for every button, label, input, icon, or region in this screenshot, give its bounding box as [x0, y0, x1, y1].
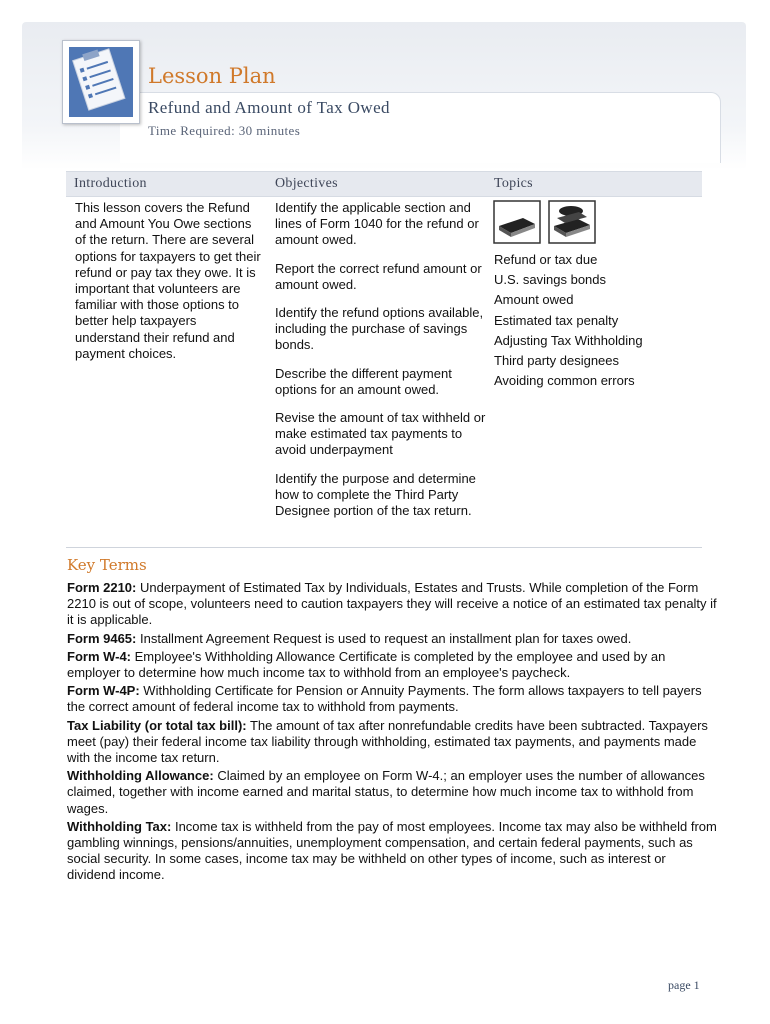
key-term-item — [67, 580, 717, 629]
objective-item: Identify the purpose and determine how to complete the Third Party Designee portion of the tax return. — [275, 470, 476, 519]
topic-item: Avoiding common errors — [494, 373, 635, 389]
key-term-name: Form 2210: — [67, 580, 137, 595]
key-term-item — [67, 631, 717, 647]
section-divider — [66, 547, 702, 548]
topic-icons — [493, 200, 597, 244]
key-term-name: Withholding Allowance: — [67, 768, 214, 784]
key-terms-list — [67, 580, 717, 886]
key-terms-heading: Key Terms — [67, 556, 147, 574]
topic-item: U.S. savings bonds — [494, 272, 607, 288]
key-term-definition: The amount of tax after nonrefundable credits have been subtracted. Taxpayers meet (pay) their federal income tax liability through withholding, estimated tax payments, and payments made with the income tax return. — [67, 717, 708, 766]
topic-item: Estimated tax penalty — [494, 312, 619, 328]
objective-item: Identify the refund options available, including the purchase of savings bonds. — [275, 305, 484, 353]
key-term-name: Tax Liability (or total tax bill): — [67, 717, 247, 733]
key-term-definition: Income tax is withheld from the pay of most employees. Income tax may also be withheld from gambling winnings, pensions/annuities, unemployment compensation, and certain federal payments, such as social security. In some cases, income tax may be withheld on other types of income, such as interest or dividend income. — [67, 818, 717, 883]
key-term-definition: Claimed by an employee on Form W-4.; an employer uses the number of allowances claimed, together with income earned and marital status, to determine how much income tax to withhold from wages. — [67, 768, 705, 816]
objective-item: Describe the different payment options for an amount owed. — [275, 365, 452, 397]
column-header-band — [66, 171, 702, 197]
topics-list — [494, 250, 704, 391]
clipboard-checklist-icon — [62, 40, 140, 124]
key-term-definition: Installment Agreement Request is used to request an installment plan for taxes owed. — [136, 630, 632, 646]
topic-item: Amount owed — [494, 292, 574, 308]
lesson-subtitle: Refund and Amount of Tax Owed — [148, 98, 390, 117]
key-term-definition: Underpayment of Estimated Tax by Individuals, Estates and Trusts. While completion of the Form 2210 is out of scope, volunteers need to caution taxpayers they will receive a notice of an estimated tax penalty if it is applicable. — [67, 580, 717, 628]
objective-item: Report the correct refund amount or amount owed. — [275, 260, 482, 292]
objectives-heading: Objectives — [275, 176, 338, 191]
introduction-heading: Introduction — [74, 176, 147, 191]
key-term-name: Form W-4P: — [67, 683, 140, 699]
key-term-item — [67, 768, 717, 817]
key-term-name: Form 9465: — [67, 630, 137, 646]
topic-item: Refund or tax due — [494, 252, 598, 267]
topic-item: Third party designees — [494, 353, 620, 369]
closed-book-icon — [494, 201, 540, 243]
key-term-name: Form W-4: — [67, 648, 132, 664]
key-term-item — [67, 718, 717, 767]
time-required: Time Required: 30 minutes — [148, 123, 301, 138]
key-term-item — [67, 683, 717, 715]
page-number: page 1 — [668, 978, 700, 992]
objectives-list — [275, 200, 487, 531]
key-term-definition: Employee's Withholding Allowance Certificate is completed by the employee and used by an employer to determine how much income tax to withhold from an employee's paycheck. — [67, 648, 666, 681]
objective-item: Identify the applicable section and lines of Form 1040 for the refund or amount owed. — [275, 200, 479, 248]
introduction-text: This lesson covers the Refund and Amount You Owe sections of the return. There are several options for taxpayers to get their refund or pay tax they owe. It is important that volunteers are familiar with those options to better help taxpayers understand their refund and payment choices. — [75, 200, 261, 361]
topic-item: Adjusting Tax Withholding — [494, 332, 643, 348]
topics-heading: Topics — [494, 176, 533, 191]
key-term-name: Withholding Tax: — [67, 818, 172, 834]
key-term-item — [67, 649, 717, 681]
key-term-item — [67, 819, 717, 884]
objective-item: Revise the amount of tax withheld or make estimated tax payments to avoid underpayment — [275, 410, 486, 458]
stacked-books-icon — [549, 201, 595, 243]
page-title: Lesson Plan — [148, 64, 276, 88]
key-term-definition: Withholding Certificate for Pension or Annuity Payments. The form allows taxpayers to tell payers the correct amount of federal income tax to withhold from payments. — [67, 683, 702, 715]
